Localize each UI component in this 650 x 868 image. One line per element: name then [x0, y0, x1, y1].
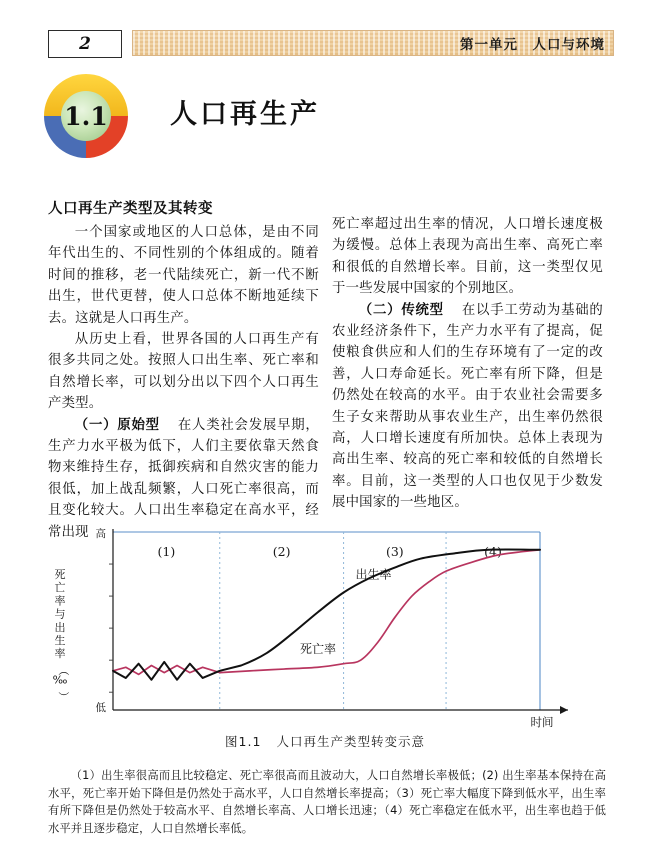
- figure-footnote: （1）出生率很高而且比较稳定、死亡率很高而且波动大，人口自然增长率极低；(2) 出生率基本保持在高水平，死亡率开始下降但是仍然处于高水平，人口自然增长率提高；（3）死亡率大幅度下降到低水平，出生率有所下降但是仍然处于较高水平、自然增长率高、人口增长迅速；（4）死亡率稳定在低水平，出生率也趋于低水平并且逐步稳定，人口自然增长率低。: [48, 769, 606, 835]
- svg-text:时间: 时间: [530, 715, 554, 729]
- paragraph: 一个国家或地区的人口总体，是由不同年代出生的、不同性别的个体组成的。随着时间的推移，老一代陆续死亡，新一代不断出生，世代更替，使人口总体不断地延续下去。这就是人口再生产。: [48, 225, 319, 326]
- type-label-traditional: （二）传统型: [358, 302, 444, 318]
- figure-demographic-transition: [40, 524, 610, 764]
- figure-caption: [40, 732, 610, 750]
- paragraph: 从历史上看，世界各国的人口再生产有很多共同之处。按照人口出生率、死亡率和自然增长率，可以划分出以下四个人口再生产类型。: [48, 332, 319, 412]
- paragraph-traditional-type: [332, 300, 603, 514]
- svg-text:率: 率: [54, 647, 66, 661]
- svg-text:（: （: [57, 664, 70, 676]
- svg-text:率: 率: [54, 594, 66, 608]
- svg-text:高: 高: [95, 528, 106, 540]
- svg-text:出: 出: [54, 620, 66, 634]
- type-label-primitive: （一）原始型: [74, 417, 160, 433]
- subsection-heading: 人口再生产类型及其转变: [48, 201, 213, 217]
- svg-text:亡: 亡: [54, 581, 66, 595]
- section-header: [40, 70, 606, 160]
- unit-title: 第一单元 人口与环境: [460, 37, 605, 53]
- svg-text:死: 死: [54, 568, 66, 581]
- svg-text:(3): (3): [385, 544, 404, 559]
- unit-banner: [132, 30, 614, 56]
- section-number: 1.1: [64, 101, 108, 131]
- paragraph-continued: 死亡率超过出生率的情况，人口增长速度极为缓慢。总体上表现为高出生率、高死亡率和很低的自然增长率。目前，这一类型仅见于一些发展中国家的个别地区。: [332, 217, 603, 297]
- figure-title: 人口再生产类型转变示意: [276, 734, 425, 749]
- page-number: 2: [48, 30, 122, 58]
- section-title: 人口再生产: [170, 99, 320, 130]
- svg-text:）: ）: [57, 691, 70, 703]
- svg-text:生: 生: [54, 634, 66, 647]
- svg-text:死亡率: 死亡率: [299, 642, 336, 657]
- svg-text:‰: ‰: [52, 673, 68, 687]
- svg-text:低: 低: [95, 702, 106, 714]
- svg-text:与: 与: [54, 607, 66, 621]
- running-head: [48, 30, 614, 56]
- svg-text:出生率: 出生率: [355, 567, 392, 582]
- body-column-right: [332, 214, 603, 514]
- body-column-left: [48, 222, 319, 543]
- svg-text:(4): (4): [484, 544, 502, 559]
- svg-text:(2): (2): [272, 544, 291, 559]
- svg-text:(1): (1): [157, 544, 176, 559]
- type-text-traditional: 在以手工劳动为基础的农业经济条件下，生产力水平有了提高，促使粮食供应和人们的生存环境有了一定的改善，人口寿命延长。死亡率有所下降，但是仍然处在较高的水平。由于农业社会需要多生子女来帮助从事农业生产，出生率仍然很高，人口增长速度有所加快。总体上表现为高出生率、较高的死亡率和较低的自然增长率。目前，这一类型的人口也仅见于少数发展中国家的一些地区。: [332, 302, 604, 511]
- type-text-primitive: 在人类社会发展早期，生产力水平极为低下，人们主要依靠天然食物来维持生存，抵御疾病和自然灾害的能力很低，加上战乱频繁，人口死亡率很高，而且变化较大。人口出生率稳定在高水平，经常出现: [48, 417, 320, 540]
- demographic-transition-chart: [40, 524, 610, 729]
- figure-number: 图1.1: [225, 734, 262, 749]
